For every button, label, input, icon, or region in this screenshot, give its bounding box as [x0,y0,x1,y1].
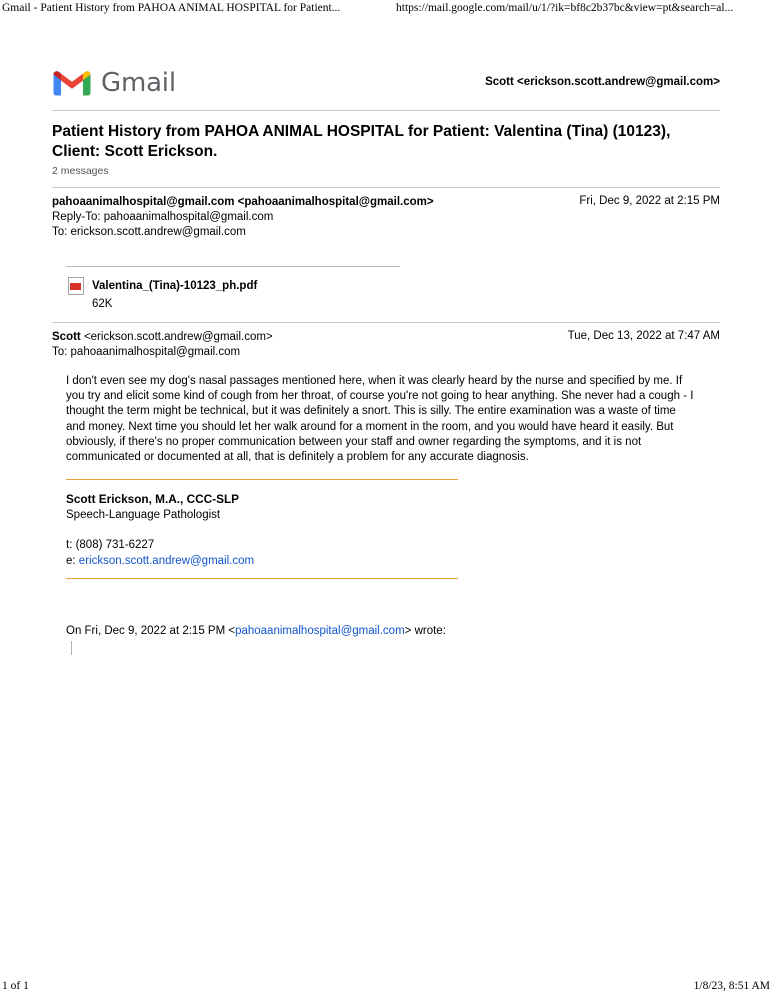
print-header-title: Gmail - Patient History from PAHOA ANIMAL HOSPITAL for Patient... [2,2,341,14]
signature-block [66,479,458,579]
attachment-item[interactable] [66,276,400,312]
message-2 [52,323,720,655]
print-timestamp: 1/8/23, 8:51 AM [693,980,770,992]
gmail-m-icon [52,68,92,98]
message-2-to: To: pahoaanimalhospital@gmail.com [52,346,241,358]
brand-row [52,58,720,110]
print-footer [0,980,772,996]
account-identity: Scott <erickson.scott.andrew@gmail.com> [485,76,720,88]
pdf-file-icon [68,277,84,295]
signature-title: Speech-Language Pathologist [66,509,221,522]
message-1-header [52,195,720,240]
signature-divider-top [66,479,458,480]
attachment-filesize: 62K [92,298,113,310]
message-count: 2 messages [52,165,109,177]
message-1 [52,188,720,312]
message-1-to: To: erickson.scott.andrew@gmail.com [52,226,246,238]
signature-email-label: e: [66,555,79,568]
quote-indent-bar [71,641,72,655]
quote-suffix: > wrote: [404,625,446,638]
signature-contact [66,537,458,569]
quote-sender-link[interactable]: pahoaanimalhospital@gmail.com [235,625,405,638]
quote-prefix: On Fri, Dec 9, 2022 at 2:15 PM < [66,625,236,638]
signature-email-link[interactable]: erickson.scott.andrew@gmail.com [78,555,255,568]
divider-top [52,110,720,111]
message-2-from-name: Scott [52,331,81,343]
message-2-body: I don't even see my dog's nasal passages mentioned here, when it was clearly heard by the nurse and specified by me. If you try and elicit some kind of cough from her throat, of course you're not going to hear anything. She never had a cough - I thought the term might be technical, but it was definitely a snort. This is silly. The entire examination was a waste of time and money. Next time you should let her walk around for a moment in the room, and you would have heard it easily. But obviously, if there's no proper communication between your staff and owner regarding the symptoms, and it is not communicated or documented at all, that is definitely a problem for any accurate diagnosis. [66,375,694,464]
document-page [52,58,720,655]
print-header-url: https://mail.google.com/mail/u/1/?ik=bf8c2b37bc&view=pt&search=al... [396,2,734,14]
message-2-date: Tue, Dec 13, 2022 at 7:47 AM [567,330,720,342]
quoted-message-header [66,625,720,637]
message-1-from-text: pahoaanimalhospital@gmail.com <pahoaanimalhospital@gmail.com> [52,196,434,208]
signature-email-row [66,553,458,569]
attachment-divider [66,266,400,267]
message-2-header [52,330,720,360]
message-1-reply-to: Reply-To: pahoaanimalhospital@gmail.com [52,211,274,223]
signature-name: Scott Erickson, M.A., CCC-SLP [66,492,240,507]
attachment-filename[interactable]: Valentina_(Tina)-10123_ph.pdf [92,280,258,292]
signature-divider-bottom [66,578,458,579]
attachment-section [66,266,400,312]
page-title: Patient History from PAHOA ANIMAL HOSPITAL for Patient: Valentina (Tina) (10123), Client: Scott Erickson. [52,123,671,160]
gmail-wordmark: Gmail [101,68,176,98]
message-2-from-email: <erickson.scott.andrew@gmail.com> [80,331,273,343]
page-number: 1 of 1 [2,980,29,992]
message-1-date: Fri, Dec 9, 2022 at 2:15 PM [579,195,720,207]
signature-phone: t: (808) 731-6227 [66,539,155,552]
print-header [0,2,772,18]
gmail-logo [52,68,176,98]
